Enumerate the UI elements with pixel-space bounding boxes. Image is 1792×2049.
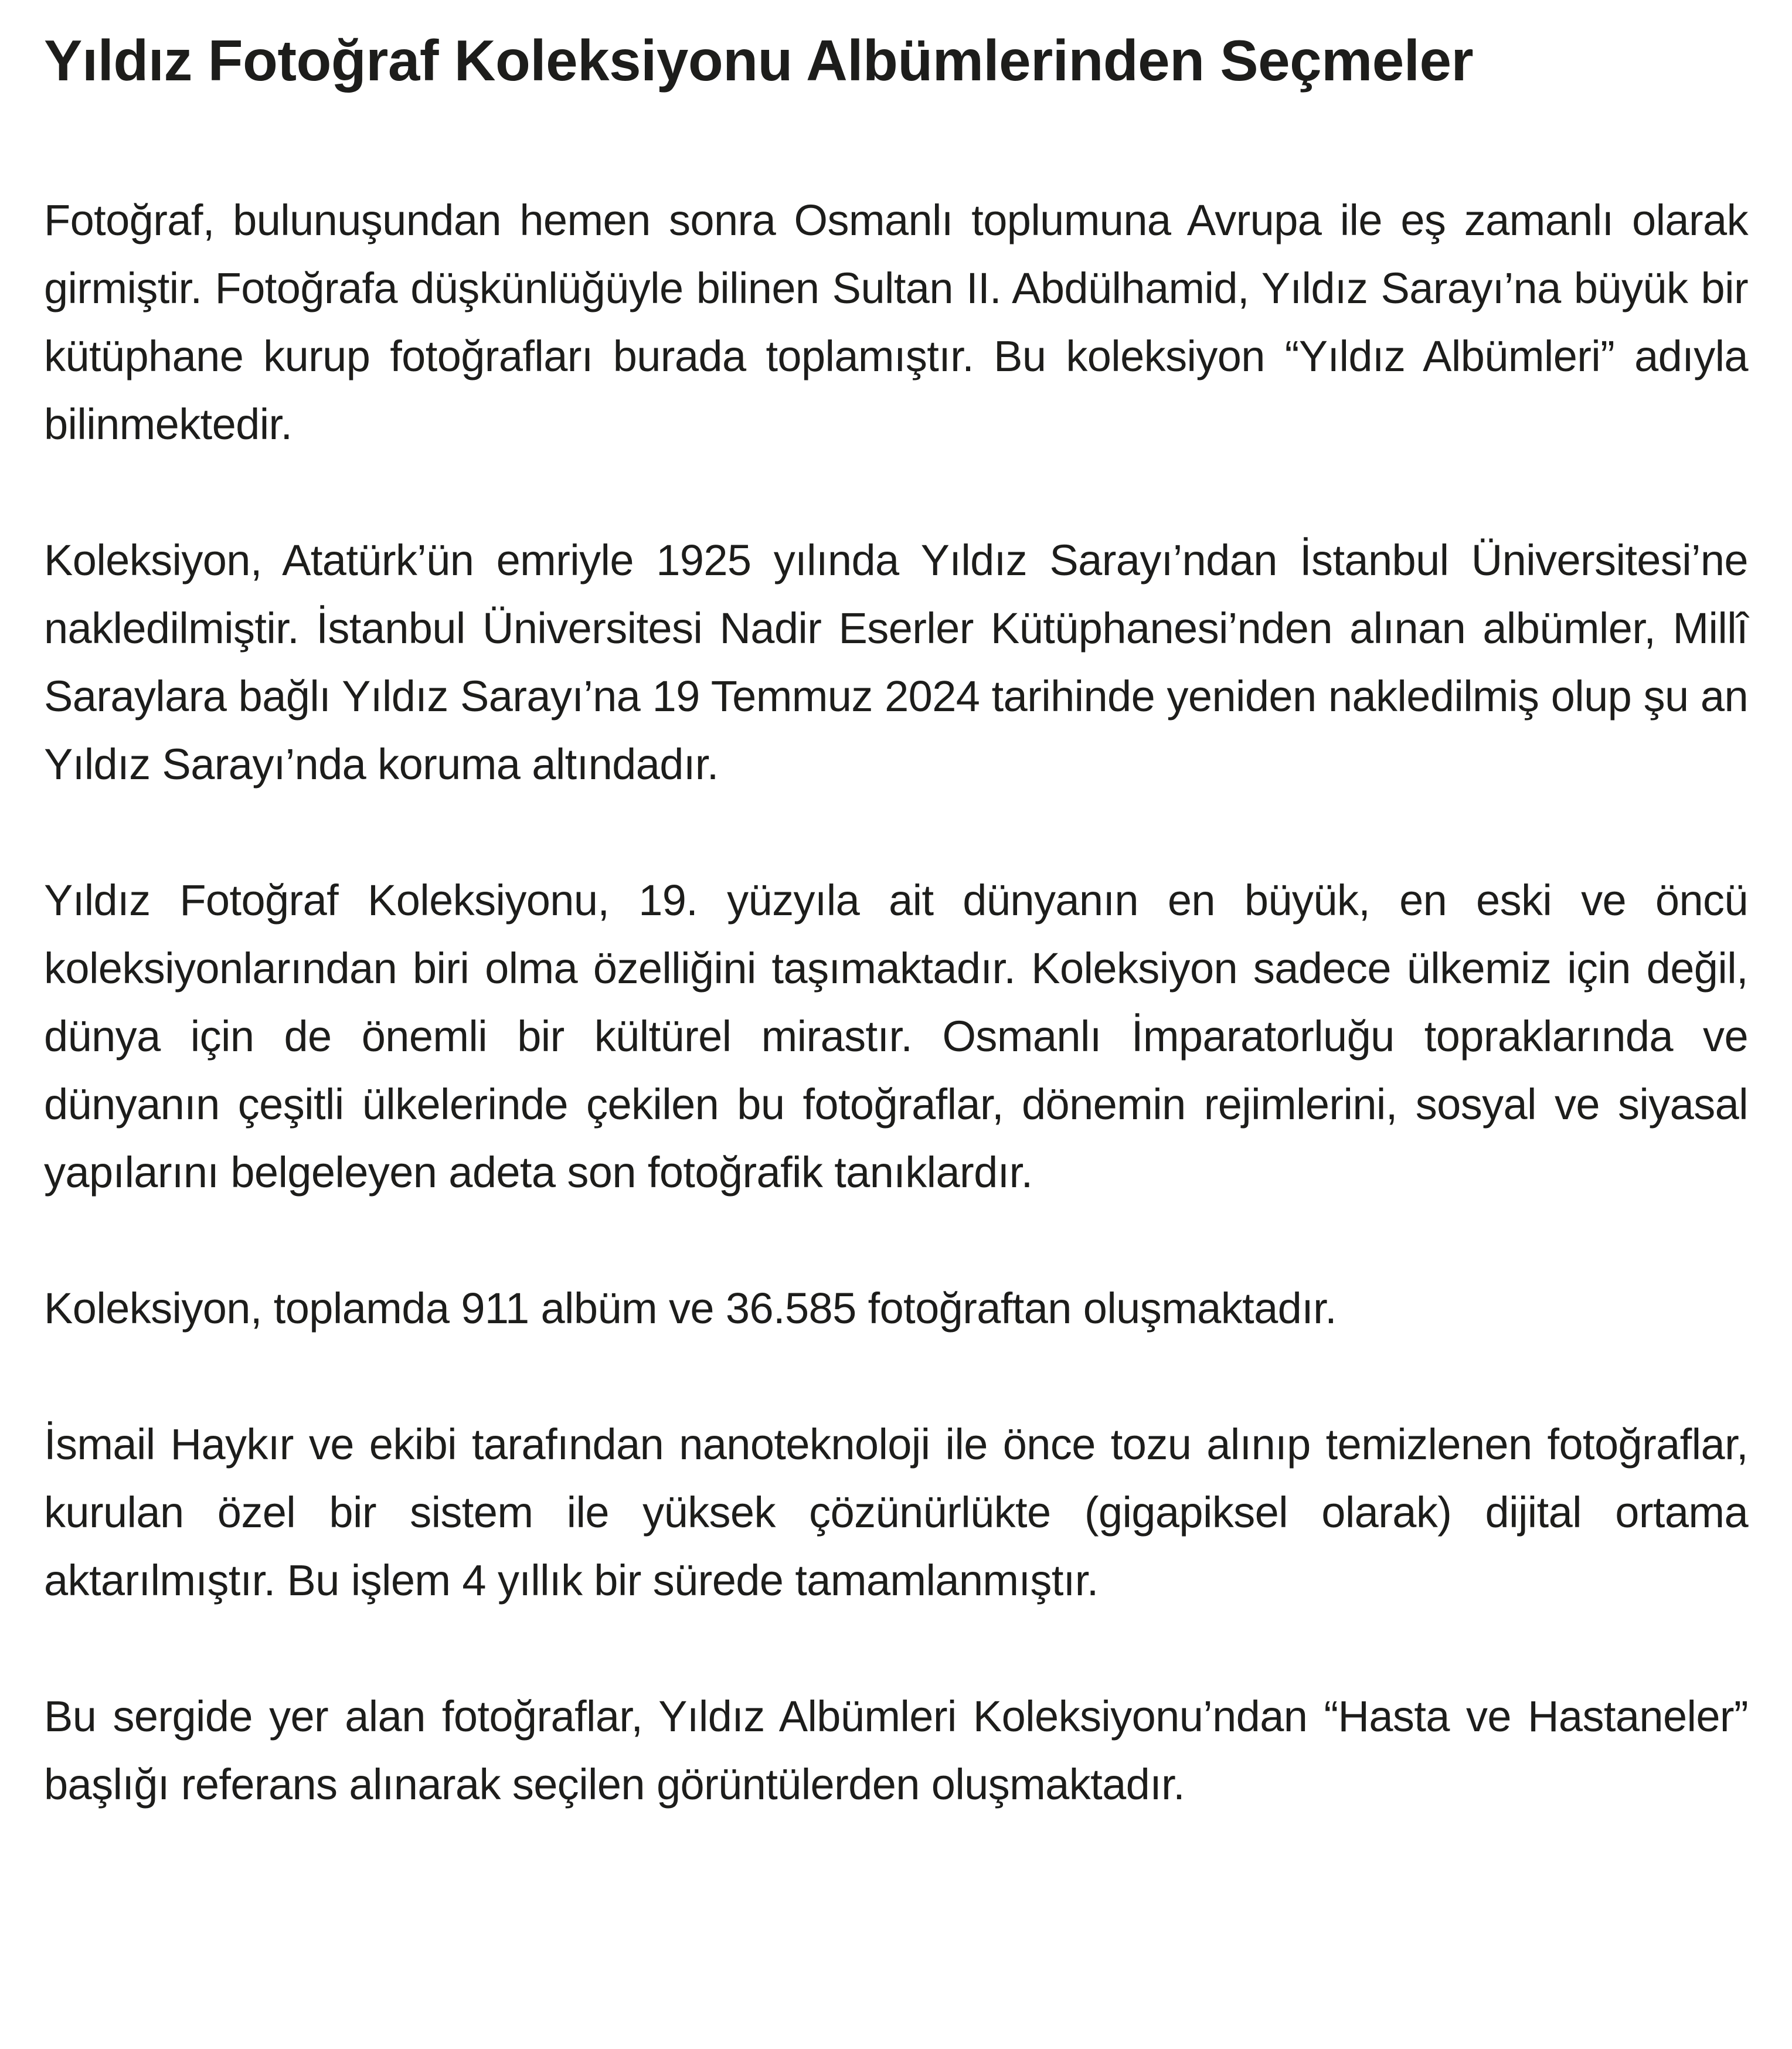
paragraph-collection-size: Koleksiyon, toplamda 911 albüm ve 36.585 fotoğraftan oluşmaktadır. (44, 1284, 1337, 1333)
document-title: Yıldız Fotoğraf Koleksiyonu Albümlerinden Seçmeler (44, 28, 1474, 93)
paragraph-history: Fotoğraf, bulunuşundan hemen sonra Osmanlı toplumuna Avrupa ile eş zamanlı olarak girmiştir. Fotoğrafa düşkünlüğüyle bilinen Sultan II. Abdülhamid, Yıldız Sarayı’na büyük bir kütüphane kurup fotoğrafları burada toplamıştır. Bu koleksiyon “Yıldız Albümleri” adıyla bilinmektedir. (44, 196, 1748, 448)
paragraph-exhibition: Bu sergide yer alan fotoğraflar, Yıldız Albümleri Koleksiyonu’ndan “Hasta ve Hastaneler” başlığı referans alınarak seçilen görüntülerden oluşmaktadır. (44, 1692, 1748, 1809)
paragraph-significance: Yıldız Fotoğraf Koleksiyonu, 19. yüzyıla ait dünyanın en büyük, en eski ve öncü koleksiyonlarından biri olma özelliğini taşımaktadır. Koleksiyon sadece ülkemiz için değil, dünya için de önemli bir kültürel mirastır. Osmanlı İmparatorluğu topraklarında ve dünyanın çeşitli ülkelerinde çekilen bu fotoğraflar, dönemin rejimlerini, sosyal ve siyasal yapılarını belgeleyen adeta son fotoğrafik tanıklardır. (44, 876, 1748, 1197)
paragraph-transfer: Koleksiyon, Atatürk’ün emriyle 1925 yılında Yıldız Sarayı’ndan İstanbul Üniversitesi’ne nakledilmiştir. İstanbul Üniversitesi Nadir Eserler Kütüphanesi’nden alınan albümler, Millî Saraylara bağlı Yıldız Sarayı’na 19 Temmuz 2024 tarihinde yeniden nakledilmiş olup şu an Yıldız Sarayı’nda koruma altındadır. (44, 536, 1748, 789)
paragraph-digitization: İsmail Haykır ve ekibi tarafından nanoteknoloji ile önce tozu alınıp temizlenen fotoğraflar, kurulan özel bir sistem ile yüksek çözünürlükte (gigapiksel olarak) dijital ortama aktarılmıştır. Bu işlem 4 yıllık bir sürede tamamlanmıştır. (44, 1420, 1748, 1605)
document-body (44, 186, 1748, 1819)
